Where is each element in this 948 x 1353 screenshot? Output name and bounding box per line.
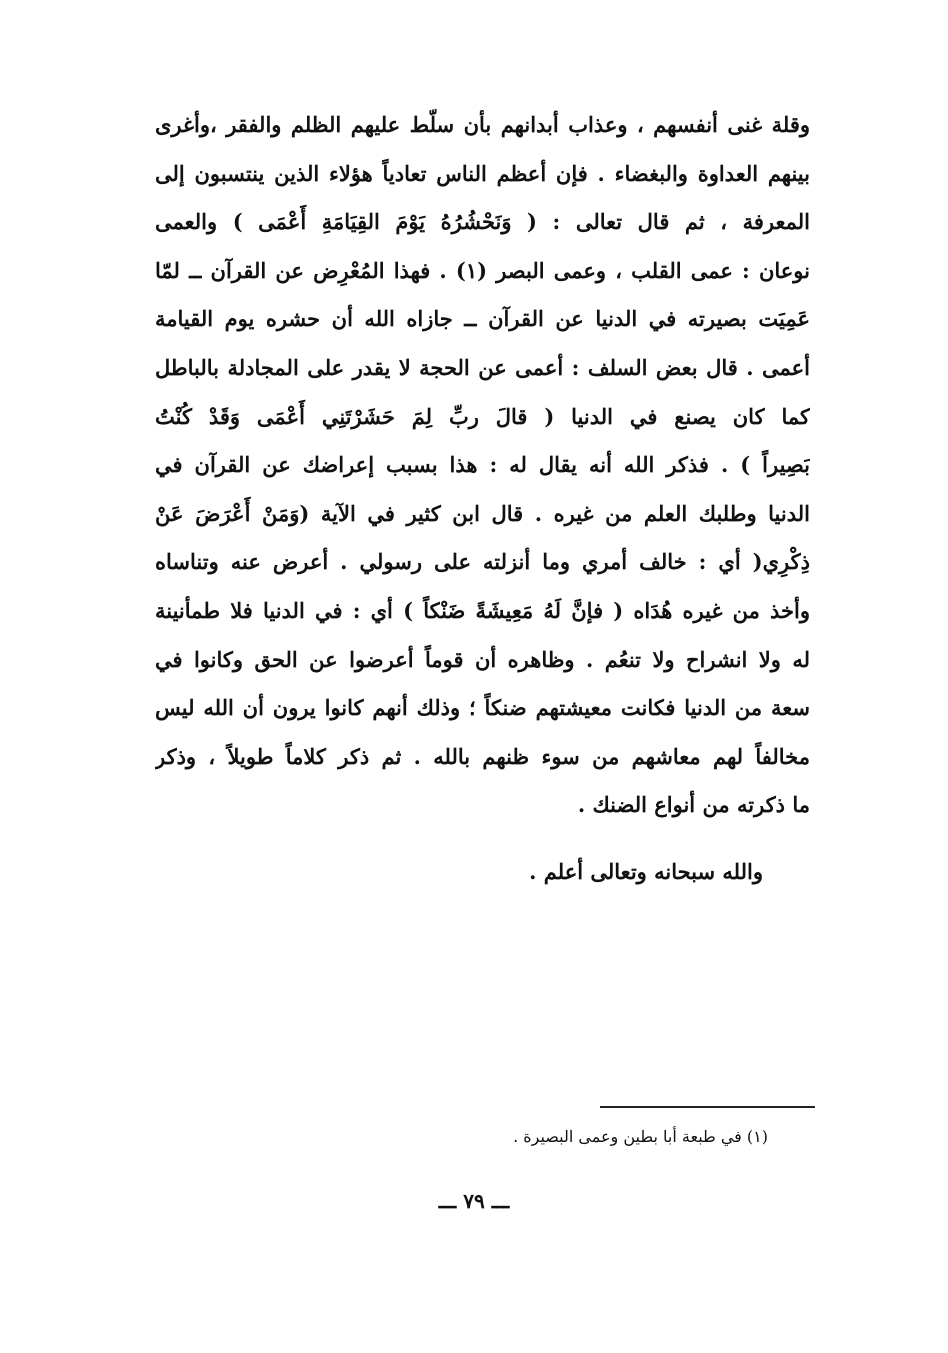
text-line: سعة من الدنيا فكانت معيشتهم ضنكاً ؛ وذلك أنهم كانوا يرون أن الله ليس [155, 695, 810, 721]
text-line: أعمى . قال بعض السلف : أعمى عن الحجة لا يقدر على المجادلة بالباطل [155, 354, 810, 380]
text-line: عَمِيَت بصيرته في الدنيا عن القرآن ــ جازاه الله أن حشره يوم القيامة [155, 306, 810, 332]
text-line: وقلة غنى أنفسهم ، وعذاب أبدانهم بأن سلّط عليهم الظلم والفقر ،وأغرى [155, 112, 810, 137]
text-line: المعرفة ، ثم قال تعالى : ( وَنَحْشُرُهُ يَوْمَ القِيَامَةِ أَعْمَى ) والعمى [155, 209, 810, 235]
text-line: وأخذ من غيره هُدَاه ( فإنَّ لَهُ مَعِيشَةً ضَنْكاً ) أي : في الدنيا فلا طمأنينة [155, 597, 810, 623]
text-line: الدنيا وطلبك العلم من غيره . قال ابن كثير في الآية (وَمَنْ أَعْرَضَ عَنْ [155, 500, 810, 526]
text-line-last: ما ذكرته من أنواع الضنك . [577, 792, 810, 818]
body-text [155, 101, 810, 830]
closing-line: والله سبحانه وتعالى أعلم . [529, 859, 763, 884]
text-line: نوعان : عمى القلب ، وعمى البصر (١) . فهذا المُعْرِض عن القرآن ــ لمّا [155, 257, 810, 283]
page-number: ـــ ٧٩ ـــ [438, 1189, 510, 1213]
footnote-divider [600, 1106, 815, 1108]
text-line: مخالفاً لهم معاشهم من سوء ظنهم بالله . ثم ذكر كلاماً طويلاً ، وذكر [155, 743, 810, 769]
text-line: بَصِيراً ) . فذكر الله أنه يقال له : هذا بسبب إعراضك عن القرآن في [155, 452, 810, 478]
text-line: بينهم العداوة والبغضاء . فإن أعظم الناس تعادياً هؤلاء الذين ينتسبون إلى [155, 160, 810, 186]
text-line: كما كان يصنع في الدنيا ( قالَ ربِّ لِمَ حَشَرْتَنِي أَعْمَى وَقَدْ كُنْتُ [155, 403, 810, 429]
footnote: (١) في طبعة أبا بطين وعمى البصيرة . [513, 1127, 768, 1146]
text-line: له ولا انشراح ولا تنعُم . وظاهره أن قوماً أعرضوا عن الحق وكانوا في [155, 646, 810, 672]
text-line: ذِكْرِي( أي : خالف أمري وما أنزلته على رسولي . أعرض عنه وتناساه [155, 549, 810, 575]
